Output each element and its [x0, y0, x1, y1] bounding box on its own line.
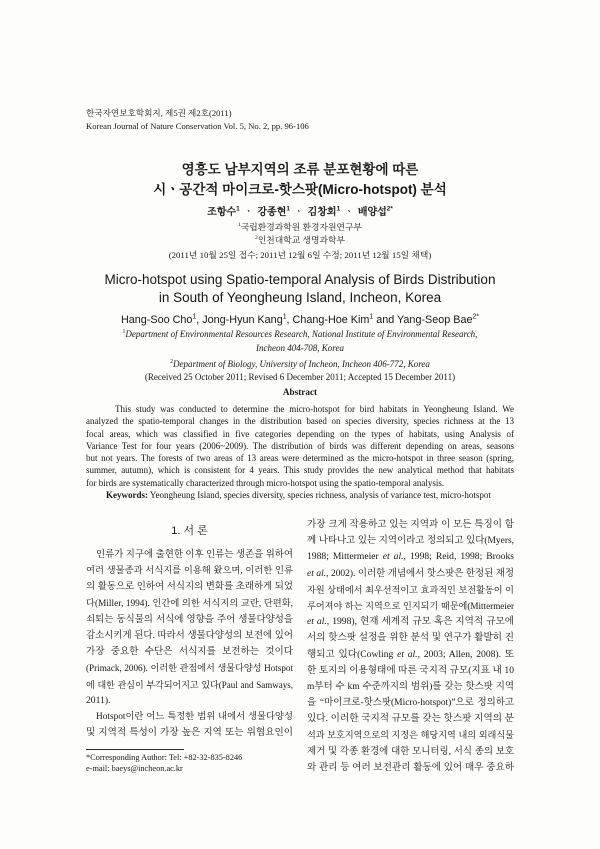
body-text-line: 의 활동으로 인하여 서식지의 변화를 초래하게 되었 [86, 582, 293, 593]
affiliation-text: 인천대학교 생명과학부 [257, 235, 345, 245]
abstract-line: This study was conducted to determine the micro-hotspot for bird habitats in Yeongheung Island. We [115, 404, 514, 414]
italic-text: et al. [307, 568, 327, 579]
affiliation-mark: 1 [192, 313, 197, 321]
body-text-line: et al., 2002). 이러한 개념에서 핫스팟은 한정된 재정 [307, 568, 515, 579]
body-text-line: 루어져야 하는 지역으로 인지되기 때문에(Mittermeier [307, 600, 514, 611]
authors-en [86, 313, 514, 327]
body-text-line: et al., 1998), 현재 세계적 규모 혹은 지역적 규모에 [307, 616, 515, 628]
body-text-line: 및 지역적 특성이 가장 높은 지역 또는 위협요인이 [86, 727, 293, 739]
author-separator: and [373, 314, 398, 326]
affiliation-mark: 1 [369, 313, 374, 321]
author-name: Yang-Seop Bae [397, 314, 473, 326]
title-ko-line-1: 영흥도 남부지역의 조류 분포현황에 따른 [181, 162, 419, 177]
author-name: 김창회 [307, 207, 337, 218]
body-text-line: 가장 크게 작용하고 있는 지역과 이 모든 특징이 함 [307, 519, 514, 530]
affiliation-mark: 1 [238, 222, 241, 229]
keywords-label: Keywords: [106, 490, 148, 500]
author-name: Chang-Hoe Kim [292, 314, 370, 326]
body-column-right [307, 517, 514, 776]
affiliation-mark: 2* [386, 205, 393, 213]
body-text-line: 을 “마이크로-핫스팟(Micro-hotspot)”으로 정의하고 [307, 698, 514, 709]
body-text-line: 와 관리 등 여러 보전관리 활동에 있어 매우 중요하 [307, 761, 514, 773]
body-text-line: 한 토지의 이용형태에 따른 국지적 규모(지표 내 10 [307, 664, 514, 676]
affiliation-mark: 1 [236, 205, 240, 213]
abstract-line: summer, autumn), which is consistent for 4 years. This study provides the new analytical method that habitats [86, 465, 514, 476]
section-heading-introduction: 1. 서 론 [171, 525, 208, 537]
affiliation-mark: 2 [170, 359, 173, 365]
italic-text: et al. [382, 551, 404, 563]
body-text-line: m부터 수 km 수준까지의 범위)를 갖는 핫스팟 지역 [307, 681, 514, 692]
title-en-line-2: in South of Yeongheung Island, Incheon, Korea [158, 290, 442, 305]
body-text-line: (Primack, 2006). 이러한 관점에서 생물다양성 Hotspot [86, 663, 293, 674]
abstract-body [86, 403, 514, 489]
author-name: 조항수 [207, 207, 237, 218]
body-text-line: 자원 상태에서 최우선적이고 효과적인 보전활동이 이 [307, 584, 514, 595]
body-text-line: 제거 및 각종 환경에 대한 모니터링, 서식 종의 보호 [307, 746, 514, 757]
affiliation-mark: 1 [286, 205, 290, 213]
submission-dates-ko: (2011년 10월 25일 접수; 2011년 12월 6일 수정; 2011년 12월 15일 채택) [168, 250, 432, 260]
author-separator: ㆍ [293, 207, 304, 218]
journal-citation-en: Korean Journal of Nature Conservation Vol. 5, No. 2, pp. 96-106 [86, 121, 309, 131]
keywords [106, 489, 514, 501]
footnote-email: e-mail: baeys@incheon.ac.kr [86, 764, 183, 773]
affiliation-text: 국립환경과학원 환경자원연구부 [240, 222, 362, 232]
affiliation-mark: 2 [255, 235, 258, 242]
italic-text: et al. [307, 616, 327, 628]
body-text-line: 인류가 지구에 출현한 이후 인류는 생존을 위하여 [96, 550, 293, 560]
body-text-line: 1988; Mittermeier et al., 1998; Reid, 1998; Brooks [307, 551, 514, 563]
author-separator: ㆍ [344, 207, 354, 218]
affiliation-mark: 1 [122, 329, 126, 335]
body-text-line: 께 나타나고 있는 지역이라고 정의되고 있다(Myers, [307, 536, 514, 547]
affiliation-text: Department of Environmental Resources Research, National Institute of Environmental Research, [125, 329, 478, 339]
footnote-divider [86, 749, 184, 750]
body-column-left [86, 547, 293, 741]
journal-citation-ko: 한국자연보호학회지, 제5권 제2호(2011) [86, 108, 232, 118]
body-text-line: 서의 핫스팟 설정을 위한 분석 및 연구가 활발히 진 [307, 632, 514, 644]
author-separator: ㆍ [243, 207, 254, 218]
abstract-line: but not years. The forests of two areas of 13 areas were determined as the micro-hotspot in three season (spring, [86, 453, 514, 464]
abstract-heading: Abstract [282, 387, 318, 397]
author-separator: , [286, 314, 293, 326]
body-text-line: 에 대한 관심이 부각되어지고 있다(Paul and Samways, [86, 679, 293, 690]
author-name: 강종현 [257, 207, 287, 218]
italic-text: et al. [397, 648, 418, 660]
body-text-line: 석과 보호지역으로의 지정은 해당지역 내의 외래식물 [307, 730, 514, 741]
affiliation-mark: 1 [282, 313, 287, 321]
body-text-line: 감소시키게 된다. 따라서 생물다양성의 보전에 있어 [86, 630, 293, 641]
affiliation-text: Department of Biology, University of Incheon, Incheon 406-772, Korea [173, 359, 430, 369]
authors-ko [86, 206, 514, 220]
affiliation-en-1 [86, 328, 514, 341]
footnote-corresponding-author: *Corresponding Author: Tel: +82-32-835-8246 [86, 753, 243, 762]
body-text-line: 가장 중요한 수단은 서식지를 보전하는 것이다 [86, 646, 293, 658]
body-text-line: 2011). [86, 694, 111, 706]
affiliation-mark: 1 [336, 205, 341, 213]
affiliation-en-2 [86, 358, 514, 371]
affiliation-mark: 2* [472, 313, 479, 321]
submission-dates-en: (Received 25 October 2011; Revised 6 December 2011; Accepted 15 December 2011) [144, 372, 456, 382]
author-name: 배양섭 [357, 207, 387, 218]
body-text-line: 쇠퇴는 동식물의 서식에 영향을 주어 생물다양성을 [86, 614, 293, 625]
title-en-line-1: Micro-hotspot using Spatio-temporal Analysis of Birds Distribution [104, 272, 496, 287]
abstract-line: Variance Test for four years (2006~2009). The distribution of birds was different depending on areas, seasons [86, 440, 514, 451]
author-name: Hang-Soo Cho [120, 314, 193, 326]
body-text-line: 행되고 있다(Cowling et al., 2003; Allen, 2008). 또 [307, 648, 515, 660]
keywords-text: Yeongheung Island, species diversity, species richness, analysis of variance test, micro-hotspot [149, 490, 491, 500]
abstract-line: focal areas, which was classified in five categories depending on the types of habitats, using Analysis of [86, 428, 514, 439]
affiliation-en-1-continued: Incheon 404-708, Korea [256, 343, 344, 353]
body-text-line: 있다. 이러한 국지적 규모를 갖는 핫스팟 지역의 분 [307, 713, 514, 725]
author-separator: , [196, 314, 203, 326]
body-text-line: Hotspot이란 어느 특정한 범위 내에서 생물다양성 [96, 711, 293, 722]
affiliation-ko-1 [86, 221, 514, 234]
author-name: Jong-Hyun Kang [202, 314, 283, 326]
abstract-line: for birds are systematically characterized through micro-hotspot using the spatio-temporal analysis. [86, 477, 445, 488]
abstract-line: analyzed the spatio-temporal changes in the distribution based on species diversity, species richness at the 13 [86, 416, 514, 427]
affiliation-ko-2 [86, 234, 514, 247]
body-text-line: 여러 생물종과 서식지를 이용해 왔으며, 이러한 인류 [86, 566, 293, 577]
title-ko-line-2: 시ㆍ공간적 마이크로-핫스팟(Micro-hotspot) 분석 [153, 182, 447, 197]
body-text-line: 다(Miller, 1994). 인간에 의한 서식지의 교란, 단편화, [86, 598, 293, 609]
